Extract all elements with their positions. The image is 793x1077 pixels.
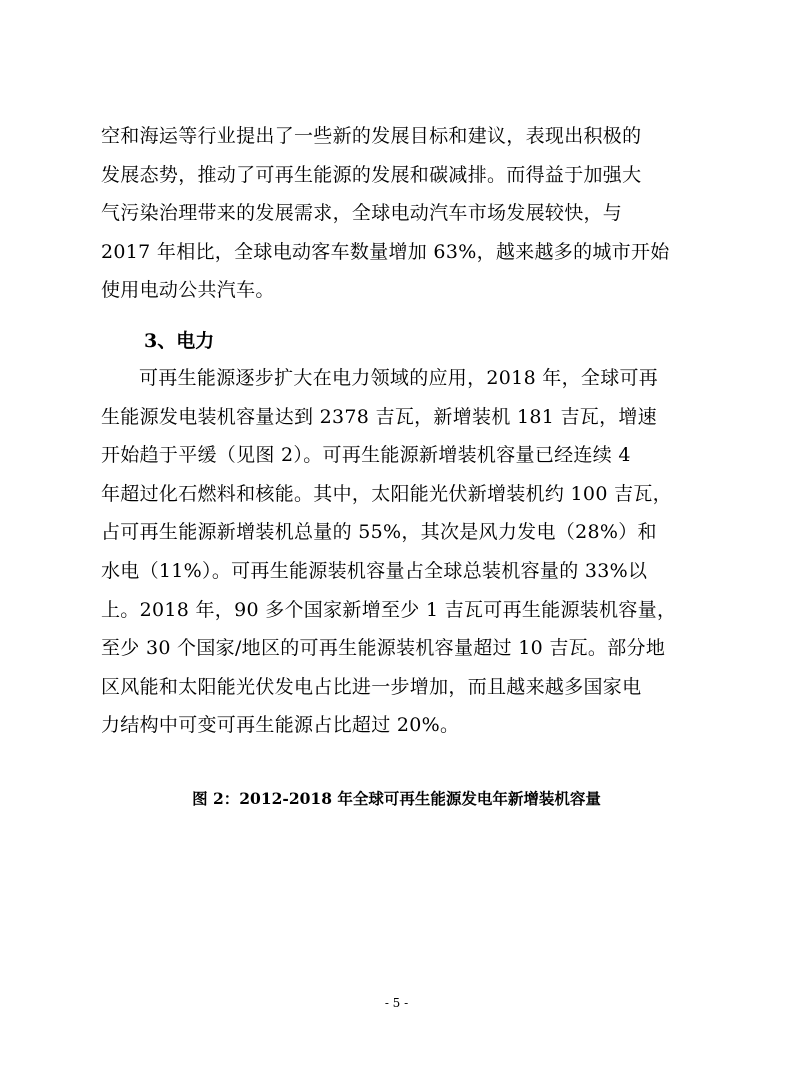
paragraph-line: 力结构中可变可再生能源占比超过 20%。 [101,714,460,737]
paragraph-line: 气污染治理带来的发展需求，全球电动汽车市场发展较快，与 [101,202,623,225]
paragraph-line: 可再生能源逐步扩大在电力领域的应用，2018 年，全球可再 [139,367,659,389]
paragraph-line: 上。2018 年，90 多个国家新增至少 1 吉瓦可再生能源装机容量， [101,598,677,621]
paragraph-line: 使用电动公共汽车。 [101,279,275,302]
paragraph-line: 区风能和太阳能光伏发电占比进一步增加，而且越来越多国家电 [101,675,642,698]
paragraph-line: 发展态势，推动了可再生能源的发展和碳减排。而得益于加强大 [101,163,642,186]
paragraph-transport [101,117,693,310]
paragraph-line: 至少 30 个国家/地区的可再生能源装机容量超过 10 吉瓦。部分地 [101,637,666,660]
paragraph-line: 2017 年相比，全球电动客车数量增加 63%，越来越多的城市开始 [101,240,670,263]
paragraph-line: 生能源发电装机容量达到 2378 吉瓦，新增装机 181 吉瓦，增速 [101,405,657,428]
paragraph-line: 空和海运等行业提出了一些新的发展目标和建议，表现出积极的 [101,125,642,147]
paragraph-line: 水电（11%）。可再生能源装机容量占全球总装机容量的 33%以 [101,559,648,582]
figure-caption: 图 2：2012-2018 年全球可再生能源发电年新增装机容量 [192,789,601,808]
paragraph-line: 年超过化石燃料和核能。其中，太阳能光伏新增装机约 100 吉瓦， [101,482,672,505]
paragraph-line: 开始趋于平缓（见图 2）。可再生能源新增装机容量已经连续 4 [101,444,631,467]
paragraph-electricity [101,359,693,745]
section-heading: 3、电力 [144,330,215,352]
page-number: - 5 - [384,996,409,1010]
paragraph-line: 占可再生能源新增装机总量的 55%，其次是风力发电（28%）和 [101,521,657,544]
